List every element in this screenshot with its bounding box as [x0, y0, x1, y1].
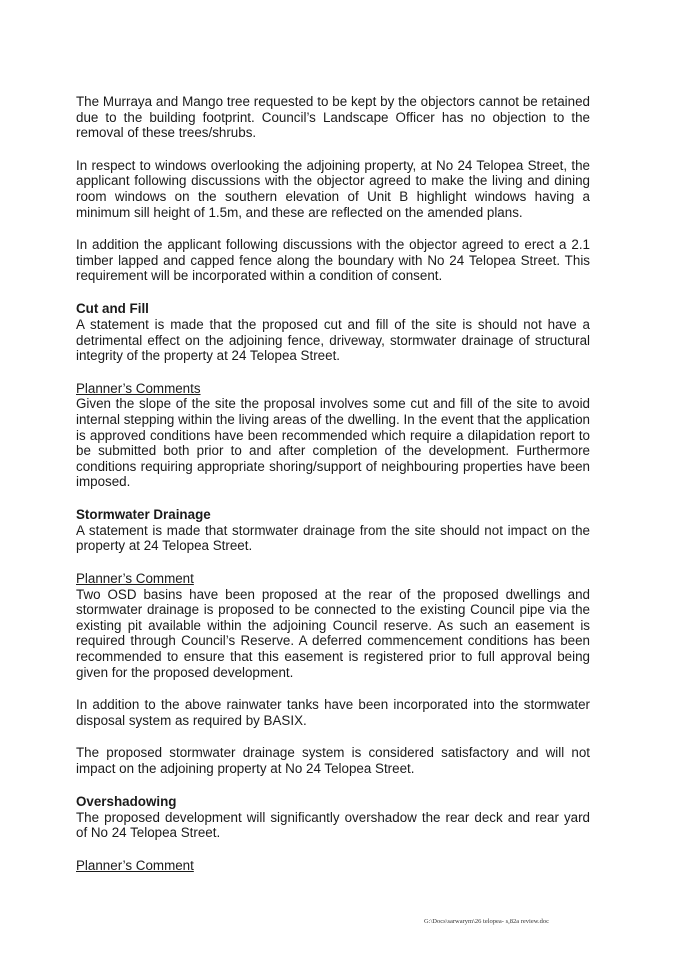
section-overshadowing [76, 794, 590, 874]
heading-cut-and-fill: Cut and Fill [76, 300, 149, 316]
overshadowing-comment-heading: Planner’s Comment [76, 857, 194, 873]
paragraph-windows: In respect to windows overlooking the adjoining property, at No 24 Telopea Street, the applicant following discussions with the objector agreed to make the living and dining room windows on the southern elevation of Unit B highlight windows having a minimum sill height of 1.5m, and these are reflected on the amended plans. [76, 157, 590, 220]
cut-and-fill-comment: Given the slope of the site the proposal involves some cut and fill of the site to avoid internal stepping within the living areas of the dwelling. In the event that the application is approved conditions have been recommended which require a dilapidation report to be submitted both prior to and after completion of the development. Furthermore conditions requiring appropriate shoring/support of neighbouring properties have been imposed. [76, 396, 590, 490]
overshadowing-statement: The proposed development will significantly overshadow the rear deck and rear yard of No 24 Telopea Street. [76, 809, 590, 841]
stormwater-comment-heading: Planner’s Comment [76, 571, 194, 587]
paragraph-fence: In addition the applicant following discussions with the objector agreed to erect a 2.1 timber lapped and capped fence along the boundary with No 24 Telopea Street. This requirement will be incorporated within a condition of consent. [76, 237, 590, 284]
section-stormwater [76, 507, 590, 777]
section-cut-and-fill [76, 301, 590, 490]
heading-stormwater: Stormwater Drainage [76, 506, 211, 522]
footer-file-path: G:\Docs\sarwarym\26 telopea- s,82a review.doc [424, 918, 550, 925]
stormwater-comment: Two OSD basins have been proposed at the rear of the proposed dwellings and stormwater drainage is proposed to be connected to the existing Council pipe via the existing pit available within the adjoining Council reserve. As such an easement is required through Council’s Reserve. A deferred commencement conditions has been recommended to ensure that this easement is registered prior to full approval being given for the proposed development. [76, 586, 590, 680]
paragraph-trees: The Murraya and Mango tree requested to be kept by the objectors cannot be retained due to the building footprint. Council’s Landscape Officer has no objection to the removal of these trees/shrubs. [76, 94, 590, 141]
document-page [76, 94, 590, 873]
cut-and-fill-comment-heading: Planner’s Comments [76, 380, 201, 396]
cut-and-fill-statement: A statement is made that the proposed cut and fill of the site is should not have a detrimental effect on the adjoining fence, driveway, stormwater drainage of structural integrity of the property at 24 Telopea Street. [76, 316, 590, 364]
stormwater-conclusion: The proposed stormwater drainage system is considered satisfactory and will not impact on the adjoining property at No 24 Telopea Street. [76, 745, 590, 776]
stormwater-rainwater-tanks: In addition to the above rainwater tanks have been incorporated into the stormwater disposal system as required by BASIX. [76, 697, 590, 728]
stormwater-statement: A statement is made that stormwater drainage from the site should not impact on the property at 24 Telopea Street. [76, 522, 590, 554]
heading-overshadowing: Overshadowing [76, 793, 177, 809]
